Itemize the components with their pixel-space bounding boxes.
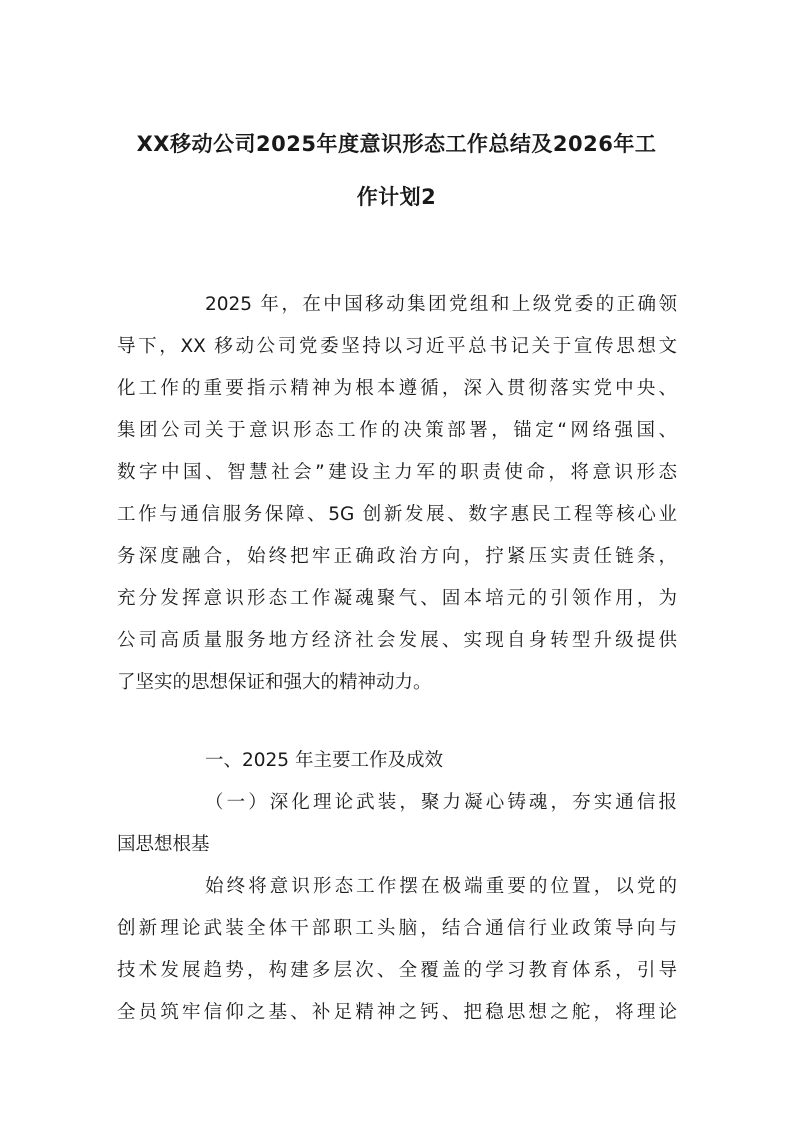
subsection-heading-line: 国思想根基 xyxy=(117,834,210,855)
paragraph-1-line: 导下，XX 移动公司党委坚持以习近平总书记关于宣传思想文 xyxy=(117,336,677,357)
paragraph-1-line: 化工作的重要指示精神为根本遵循，深入贯彻落实党中央、 xyxy=(117,378,677,399)
paragraph-1-line: 充分发挥意识形态工作凝魂聚气、固本培元的引领作用，为 xyxy=(117,588,677,609)
paragraph-1-line: 了坚实的思想保证和强大的精神动力。 xyxy=(117,672,432,693)
section-heading: 一、2025 年主要工作及成效 xyxy=(205,750,443,771)
paragraph-2-line: 技术发展趋势，构建多层次、全覆盖的学习教育体系，引导 xyxy=(117,960,677,981)
paragraph-1-line: 数字中国、智慧社会”建设主力军的职责使命，将意识形态 xyxy=(117,462,677,483)
paragraph-1-line: 务深度融合，始终把牢正确政治方向，拧紧压实责任链条， xyxy=(117,546,677,567)
paragraph-1-line: 集团公司关于意识形态工作的决策部署，锚定“网络强国、 xyxy=(117,420,677,441)
paragraph-2-line: 始终将意识形态工作摆在极端重要的位置，以党的 xyxy=(205,876,677,897)
paragraph-1-line: 工作与通信服务保障、5G 创新发展、数字惠民工程等核心业 xyxy=(117,504,677,525)
subsection-heading-line: （一）深化理论武装，聚力凝心铸魂，夯实通信报 xyxy=(205,792,677,813)
paragraph-2-line: 全员筑牢信仰之基、补足精神之钙、把稳思想之舵，将理论 xyxy=(117,1002,677,1023)
paragraph-1-line: 公司高质量服务地方经济社会发展、实现自身转型升级提供 xyxy=(117,630,677,651)
document-title-line-1: XX移动公司2025年度意识形态工作总结及2026年工 xyxy=(136,132,657,156)
document-title-line-2: 作计划2 xyxy=(356,185,437,209)
paragraph-2-line: 创新理论武装全体干部职工头脑，结合通信行业政策导向与 xyxy=(117,918,677,939)
paragraph-1-line: 2025 年，在中国移动集团党组和上级党委的正确领 xyxy=(205,294,677,315)
